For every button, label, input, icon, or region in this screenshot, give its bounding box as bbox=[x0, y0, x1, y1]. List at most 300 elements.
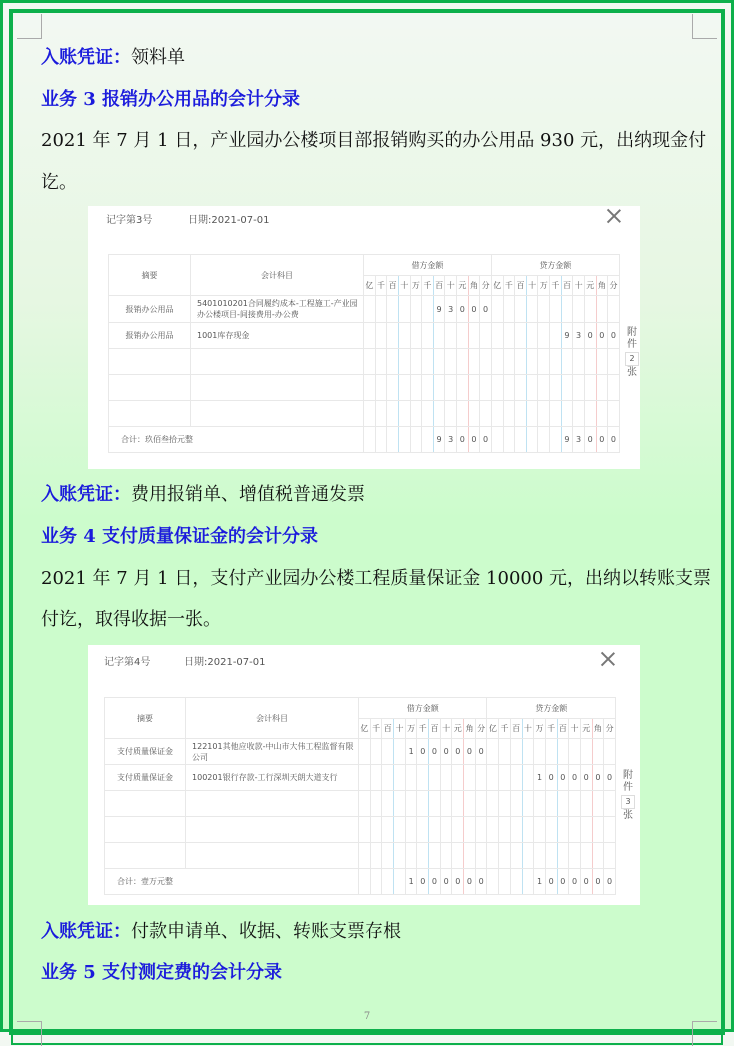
total-debit-digit bbox=[387, 427, 399, 453]
debit-digit bbox=[422, 375, 434, 401]
digit-header: 千 bbox=[422, 276, 434, 296]
credit-digit bbox=[550, 375, 562, 401]
credit-digit bbox=[522, 739, 534, 765]
debit-digit: 0 bbox=[429, 739, 441, 765]
total-debit-digit: 0 bbox=[440, 869, 452, 895]
table-row[interactable] bbox=[109, 375, 620, 401]
total-credit-digit: 0 bbox=[569, 869, 581, 895]
debit-digit bbox=[452, 843, 464, 869]
debit-digit bbox=[417, 843, 429, 869]
digit-header: 百 bbox=[382, 719, 394, 739]
debit-digit bbox=[457, 349, 469, 375]
credit-digit: 0 bbox=[596, 323, 608, 349]
crop-mark-bottom-right bbox=[692, 1021, 717, 1046]
credit-digit bbox=[534, 739, 546, 765]
credit-digit bbox=[491, 349, 503, 375]
debit-digit: 0 bbox=[468, 296, 480, 323]
debit-digit bbox=[433, 323, 445, 349]
debit-digit bbox=[410, 401, 422, 427]
credit-digit: 1 bbox=[534, 765, 546, 791]
digit-header: 分 bbox=[480, 276, 492, 296]
entry-voucher-line-3 bbox=[41, 921, 401, 943]
credit-digit: 0 bbox=[557, 765, 569, 791]
credit-digit bbox=[491, 296, 503, 323]
digit-header: 百 bbox=[557, 719, 569, 739]
debit-digit bbox=[429, 765, 441, 791]
debit-digit bbox=[375, 349, 387, 375]
entry-voucher-value: 付款申请单、收据、转账支票存根 bbox=[131, 921, 401, 942]
credit-digit bbox=[592, 791, 604, 817]
debit-digit bbox=[387, 401, 399, 427]
table-row[interactable] bbox=[105, 791, 616, 817]
debit-digit: 0 bbox=[464, 739, 476, 765]
credit-digit bbox=[503, 401, 515, 427]
account-cell[interactable]: 1001库存现金 bbox=[191, 323, 364, 349]
summary-cell[interactable]: 报销办公用品 bbox=[109, 323, 191, 349]
debit-digit bbox=[370, 817, 382, 843]
table-row[interactable] bbox=[105, 739, 616, 765]
debit-digit: 0 bbox=[475, 739, 487, 765]
debit-digit bbox=[359, 739, 371, 765]
debit-digit bbox=[433, 401, 445, 427]
debit-digit bbox=[475, 791, 487, 817]
summary-cell[interactable] bbox=[105, 843, 186, 869]
summary-cell[interactable]: 支付质量保证金 bbox=[105, 765, 186, 791]
debit-digit bbox=[452, 765, 464, 791]
summary-cell[interactable] bbox=[105, 817, 186, 843]
credit-digit bbox=[503, 296, 515, 323]
debit-digit bbox=[405, 843, 417, 869]
table-row[interactable] bbox=[105, 843, 616, 869]
debit-digit bbox=[457, 375, 469, 401]
debit-digit bbox=[445, 349, 457, 375]
total-debit-digit: 1 bbox=[405, 869, 417, 895]
total-credit-digit: 9 bbox=[561, 427, 573, 453]
total-debit-digit: 0 bbox=[452, 869, 464, 895]
credit-digit bbox=[557, 739, 569, 765]
credit-digit bbox=[526, 323, 538, 349]
credit-digit bbox=[510, 791, 522, 817]
debit-digit bbox=[398, 375, 410, 401]
total-credit-digit: 3 bbox=[573, 427, 585, 453]
debit-digit bbox=[468, 349, 480, 375]
debit-digit bbox=[475, 843, 487, 869]
debit-digit bbox=[405, 765, 417, 791]
total-debit-digit bbox=[364, 427, 376, 453]
credit-digit bbox=[550, 401, 562, 427]
account-cell[interactable] bbox=[191, 349, 364, 375]
debit-digit bbox=[480, 323, 492, 349]
debit-digit: 0 bbox=[480, 296, 492, 323]
attachment-count bbox=[621, 770, 635, 822]
total-debit-digit bbox=[394, 869, 406, 895]
credit-digit bbox=[608, 296, 620, 323]
debit-digit bbox=[445, 375, 457, 401]
table-row[interactable] bbox=[109, 401, 620, 427]
table-row[interactable] bbox=[105, 765, 616, 791]
credit-digit: 9 bbox=[561, 323, 573, 349]
total-credit-digit bbox=[499, 869, 511, 895]
attachment-count-input[interactable]: 3 bbox=[621, 795, 635, 809]
credit-digit bbox=[545, 843, 557, 869]
digit-header: 亿 bbox=[491, 276, 503, 296]
table-row[interactable] bbox=[109, 349, 620, 375]
digit-header: 十 bbox=[526, 276, 538, 296]
attachment-label: 件 bbox=[623, 782, 633, 793]
credit-digit bbox=[499, 791, 511, 817]
debit-digit bbox=[370, 765, 382, 791]
total-debit-digit: 0 bbox=[464, 869, 476, 895]
crop-mark-top-right bbox=[692, 14, 717, 39]
digit-header: 千 bbox=[499, 719, 511, 739]
total-credit-digit: 0 bbox=[604, 869, 616, 895]
debit-digit bbox=[457, 401, 469, 427]
digit-header: 十 bbox=[569, 719, 581, 739]
debit-digit bbox=[480, 401, 492, 427]
total-credit-digit bbox=[515, 427, 527, 453]
digit-header: 万 bbox=[538, 276, 550, 296]
total-debit-digit bbox=[422, 427, 434, 453]
digit-header: 百 bbox=[433, 276, 445, 296]
total-credit-digit: 0 bbox=[596, 427, 608, 453]
debit-digit bbox=[394, 817, 406, 843]
credit-digit bbox=[608, 375, 620, 401]
digit-header: 十 bbox=[398, 276, 410, 296]
digit-header: 十 bbox=[573, 276, 585, 296]
credit-digit bbox=[491, 375, 503, 401]
entry-voucher-line-2 bbox=[41, 484, 365, 506]
credit-digit: 0 bbox=[545, 765, 557, 791]
debit-digit bbox=[475, 765, 487, 791]
debit-digit bbox=[370, 791, 382, 817]
debit-digit bbox=[387, 349, 399, 375]
debit-digit bbox=[422, 296, 434, 323]
credit-digit bbox=[491, 323, 503, 349]
credit-digit bbox=[510, 739, 522, 765]
digit-header: 角 bbox=[464, 719, 476, 739]
debit-digit bbox=[364, 401, 376, 427]
account-cell[interactable]: 5401010201合同履约成本-工程施工-产业园办公楼项目-间接费用-办公费 bbox=[191, 296, 364, 323]
digit-header: 千 bbox=[503, 276, 515, 296]
credit-digit bbox=[491, 401, 503, 427]
total-label: 合计：壹万元整 bbox=[105, 869, 359, 895]
credit-digit: 0 bbox=[608, 323, 620, 349]
credit-digit bbox=[499, 765, 511, 791]
summary-cell[interactable] bbox=[109, 401, 191, 427]
credit-digit: 0 bbox=[604, 765, 616, 791]
debit-digit: 1 bbox=[405, 739, 417, 765]
credit-digit bbox=[550, 349, 562, 375]
total-credit-digit bbox=[526, 427, 538, 453]
digit-header: 角 bbox=[592, 719, 604, 739]
crop-mark-top-left bbox=[17, 14, 42, 39]
attachment-count-input[interactable]: 2 bbox=[625, 352, 639, 366]
credit-digit bbox=[608, 349, 620, 375]
total-credit-digit: 0 bbox=[557, 869, 569, 895]
total-credit-digit: 1 bbox=[534, 869, 546, 895]
debit-digit bbox=[440, 765, 452, 791]
debit-digit: 0 bbox=[440, 739, 452, 765]
digit-header: 千 bbox=[417, 719, 429, 739]
credit-digit bbox=[592, 817, 604, 843]
debit-digit: 0 bbox=[452, 739, 464, 765]
total-debit-digit: 0 bbox=[475, 869, 487, 895]
digit-header: 百 bbox=[510, 719, 522, 739]
credit-digit bbox=[510, 843, 522, 869]
credit-digit bbox=[515, 323, 527, 349]
credit-digit bbox=[561, 349, 573, 375]
account-cell[interactable] bbox=[186, 817, 359, 843]
page-number: 7 bbox=[363, 1011, 371, 1022]
credit-digit bbox=[557, 843, 569, 869]
header-summary: 摘要 bbox=[109, 255, 191, 296]
total-credit-digit bbox=[503, 427, 515, 453]
credit-digit bbox=[584, 296, 596, 323]
header-account: 会计科目 bbox=[186, 698, 359, 739]
header-debit: 借方金额 bbox=[364, 255, 492, 276]
table-row[interactable] bbox=[109, 296, 620, 323]
debit-digit bbox=[398, 296, 410, 323]
debit-digit bbox=[375, 323, 387, 349]
credit-digit bbox=[592, 843, 604, 869]
summary-cell[interactable] bbox=[109, 375, 191, 401]
credit-digit bbox=[487, 739, 499, 765]
digit-header: 十 bbox=[440, 719, 452, 739]
credit-digit bbox=[526, 401, 538, 427]
debit-digit bbox=[410, 323, 422, 349]
business-4-description-line-2: 付讫，取得收据一张。 bbox=[41, 609, 221, 630]
credit-digit bbox=[534, 843, 546, 869]
credit-digit bbox=[604, 817, 616, 843]
credit-digit: 0 bbox=[580, 765, 592, 791]
table-row[interactable] bbox=[105, 817, 616, 843]
credit-digit bbox=[510, 765, 522, 791]
summary-cell[interactable]: 支付质量保证金 bbox=[105, 739, 186, 765]
debit-digit bbox=[398, 401, 410, 427]
digit-header: 万 bbox=[405, 719, 417, 739]
digit-header: 千 bbox=[375, 276, 387, 296]
entry-voucher-label: 入账凭证： bbox=[41, 921, 131, 942]
credit-digit bbox=[522, 843, 534, 869]
debit-digit bbox=[394, 791, 406, 817]
total-debit-digit bbox=[370, 869, 382, 895]
business-3-description-line-2: 讫。 bbox=[41, 172, 77, 193]
total-debit-digit bbox=[382, 869, 394, 895]
debit-digit bbox=[417, 817, 429, 843]
total-credit-digit bbox=[538, 427, 550, 453]
voucher-number: 记字第4号 bbox=[104, 657, 151, 668]
digit-header: 百 bbox=[387, 276, 399, 296]
business-5-heading: 业务 5 支付测定费的会计分录 bbox=[41, 962, 283, 983]
credit-digit bbox=[534, 791, 546, 817]
total-credit-digit: 0 bbox=[580, 869, 592, 895]
digit-header: 角 bbox=[468, 276, 480, 296]
credit-digit bbox=[584, 349, 596, 375]
credit-digit bbox=[573, 401, 585, 427]
credit-digit bbox=[545, 791, 557, 817]
attachment-label: 附 bbox=[623, 770, 633, 781]
credit-digit bbox=[584, 401, 596, 427]
header-summary: 摘要 bbox=[105, 698, 186, 739]
debit-digit bbox=[440, 843, 452, 869]
credit-digit bbox=[522, 817, 534, 843]
account-cell[interactable] bbox=[186, 843, 359, 869]
summary-cell[interactable]: 报销办公用品 bbox=[109, 296, 191, 323]
debit-digit bbox=[475, 817, 487, 843]
voucher-number: 记字第3号 bbox=[106, 215, 153, 226]
debit-digit bbox=[457, 323, 469, 349]
credit-digit bbox=[569, 817, 581, 843]
credit-digit bbox=[569, 791, 581, 817]
credit-digit bbox=[580, 817, 592, 843]
debit-digit bbox=[440, 817, 452, 843]
voucher-date: 日期:2021-07-01 bbox=[184, 657, 266, 668]
header-account: 会计科目 bbox=[191, 255, 364, 296]
debit-digit bbox=[429, 791, 441, 817]
digit-header: 千 bbox=[545, 719, 557, 739]
total-debit-digit bbox=[359, 869, 371, 895]
total-row bbox=[105, 869, 616, 895]
credit-digit bbox=[538, 349, 550, 375]
credit-digit bbox=[557, 817, 569, 843]
credit-digit bbox=[550, 323, 562, 349]
total-credit-digit: 0 bbox=[592, 869, 604, 895]
digit-header: 元 bbox=[457, 276, 469, 296]
credit-digit bbox=[573, 375, 585, 401]
credit-digit bbox=[526, 375, 538, 401]
debit-digit bbox=[464, 843, 476, 869]
debit-digit bbox=[387, 296, 399, 323]
summary-cell[interactable] bbox=[105, 791, 186, 817]
digit-header: 百 bbox=[429, 719, 441, 739]
credit-digit bbox=[569, 739, 581, 765]
total-credit-digit bbox=[522, 869, 534, 895]
credit-digit: 0 bbox=[592, 765, 604, 791]
total-credit-digit bbox=[510, 869, 522, 895]
voucher-4 bbox=[88, 645, 640, 905]
total-debit-digit: 0 bbox=[468, 427, 480, 453]
business-3-heading: 业务 3 报销办公用品的会计分录 bbox=[41, 89, 301, 110]
credit-digit bbox=[561, 401, 573, 427]
credit-digit bbox=[487, 843, 499, 869]
close-icon[interactable] bbox=[601, 652, 615, 666]
debit-digit bbox=[382, 791, 394, 817]
credit-digit bbox=[522, 765, 534, 791]
credit-digit bbox=[538, 401, 550, 427]
debit-digit bbox=[468, 323, 480, 349]
account-cell[interactable] bbox=[191, 375, 364, 401]
entry-voucher-value: 领料单 bbox=[131, 47, 185, 68]
account-cell[interactable] bbox=[186, 791, 359, 817]
digit-header: 元 bbox=[584, 276, 596, 296]
total-debit-digit bbox=[375, 427, 387, 453]
entry-voucher-label: 入账凭证： bbox=[41, 484, 131, 505]
debit-digit bbox=[410, 375, 422, 401]
credit-digit bbox=[487, 791, 499, 817]
credit-digit bbox=[592, 739, 604, 765]
credit-digit bbox=[526, 349, 538, 375]
debit-digit bbox=[410, 349, 422, 375]
debit-digit bbox=[429, 817, 441, 843]
summary-cell[interactable] bbox=[109, 349, 191, 375]
debit-digit bbox=[433, 375, 445, 401]
digit-header: 百 bbox=[515, 276, 527, 296]
debit-digit bbox=[480, 349, 492, 375]
digit-header: 亿 bbox=[487, 719, 499, 739]
credit-digit bbox=[573, 296, 585, 323]
total-debit-digit bbox=[398, 427, 410, 453]
credit-digit bbox=[538, 296, 550, 323]
credit-digit bbox=[596, 349, 608, 375]
digit-header: 百 bbox=[561, 276, 573, 296]
digit-header: 亿 bbox=[364, 276, 376, 296]
account-cell[interactable]: 100201银行存款-工行深圳天朗大道支行 bbox=[186, 765, 359, 791]
debit-digit bbox=[387, 323, 399, 349]
credit-digit bbox=[499, 739, 511, 765]
total-credit-digit bbox=[491, 427, 503, 453]
credit-digit bbox=[584, 375, 596, 401]
close-icon[interactable] bbox=[607, 209, 621, 223]
digit-header: 角 bbox=[596, 276, 608, 296]
attachment-label: 件 bbox=[627, 339, 637, 350]
credit-digit bbox=[580, 843, 592, 869]
digit-header: 分 bbox=[475, 719, 487, 739]
digit-header: 十 bbox=[522, 719, 534, 739]
credit-digit bbox=[538, 323, 550, 349]
debit-digit bbox=[375, 296, 387, 323]
entry-voucher-label: 入账凭证： bbox=[41, 47, 131, 68]
table-row[interactable] bbox=[109, 323, 620, 349]
credit-digit bbox=[561, 296, 573, 323]
total-credit-digit: 0 bbox=[608, 427, 620, 453]
debit-digit bbox=[398, 349, 410, 375]
debit-digit bbox=[422, 323, 434, 349]
header-credit: 贷方金额 bbox=[487, 698, 616, 719]
credit-digit bbox=[596, 375, 608, 401]
debit-digit bbox=[359, 843, 371, 869]
debit-digit: 0 bbox=[417, 739, 429, 765]
total-debit-digit: 0 bbox=[457, 427, 469, 453]
credit-digit bbox=[487, 817, 499, 843]
attachment-count bbox=[625, 327, 639, 379]
debit-digit bbox=[370, 739, 382, 765]
debit-digit: 9 bbox=[433, 296, 445, 323]
credit-digit bbox=[604, 739, 616, 765]
entry-voucher-value: 费用报销单、增值税普通发票 bbox=[131, 484, 365, 505]
credit-digit bbox=[604, 843, 616, 869]
entry-voucher-line-1 bbox=[41, 47, 185, 69]
credit-digit bbox=[580, 791, 592, 817]
debit-digit bbox=[405, 817, 417, 843]
account-cell[interactable] bbox=[191, 401, 364, 427]
header-debit: 借方金额 bbox=[359, 698, 487, 719]
account-cell[interactable]: 122101其他应收款-中山市大伟工程监督有限公司 bbox=[186, 739, 359, 765]
debit-digit bbox=[382, 765, 394, 791]
debit-digit bbox=[382, 843, 394, 869]
digit-header: 元 bbox=[580, 719, 592, 739]
credit-digit bbox=[580, 739, 592, 765]
credit-digit bbox=[515, 401, 527, 427]
debit-digit bbox=[375, 375, 387, 401]
credit-digit bbox=[538, 375, 550, 401]
debit-digit bbox=[429, 843, 441, 869]
debit-digit bbox=[394, 843, 406, 869]
attachment-unit: 张 bbox=[627, 367, 637, 378]
debit-digit bbox=[375, 401, 387, 427]
credit-digit bbox=[503, 375, 515, 401]
debit-digit bbox=[464, 765, 476, 791]
total-debit-digit: 0 bbox=[429, 869, 441, 895]
